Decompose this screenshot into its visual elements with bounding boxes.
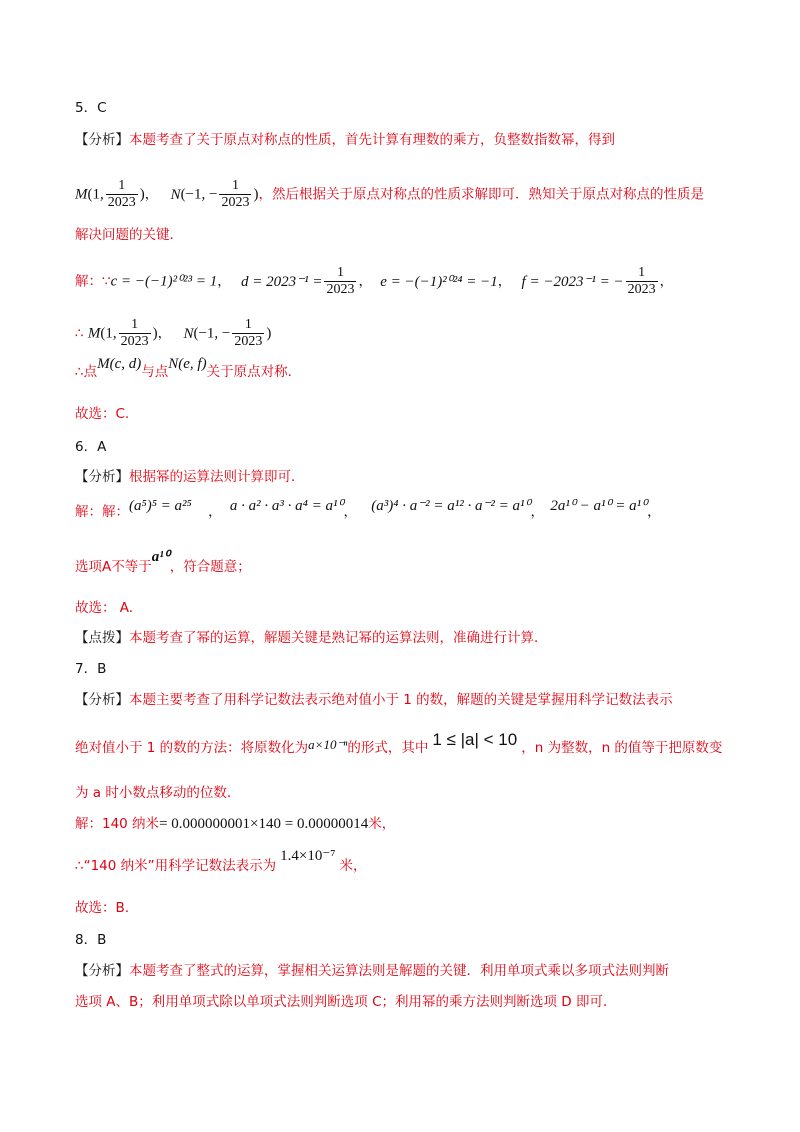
q7-answer: 7．B xyxy=(75,661,107,677)
point-m-open: M xyxy=(75,186,88,203)
q5-solution-line1: 解：∵c = −(−1)²⁰²³ = 1， d = 2023⁻¹ = $\frac{1}{2023}$ ， e = −(−1)²⁰²⁴ = −1， f = −2023⁻¹ = − $\frac{1}{2023}$ ， xyxy=(75,265,674,297)
q5-analysis-line2: M(1, $\frac{1}{2023}$ )， N(−1, − $\frac{1}{2023}$ )，然后根据关于原点对称点的性质求解即可．熟知关于原点对称点的性质是 xyxy=(75,178,704,210)
sci-form: a×10⁻ⁿ xyxy=(308,737,348,752)
q7-choose: 故选：B. xyxy=(75,900,130,916)
therefore-symbol: ∴ xyxy=(75,325,84,342)
fraction: $\frac{1}{2023}$ xyxy=(221,178,250,210)
q6-tip: 【点拨】本题考查了幂的运算，解题关键是熟记幂的运算法则，准确进行计算． xyxy=(75,630,548,646)
q6-answer: 6．A xyxy=(75,439,107,455)
analysis-text: 本题考查了关于原点对称点的性质，首先计算有理数的乘方，负整数指数幂，得到 xyxy=(129,132,615,148)
point-n-ef: N(e, f) xyxy=(168,356,207,372)
q8-analysis-line1: 【分析】本题考查了整式的运算，掌握相关运算法则是解题的关键．利用单项式乘以多项式法则判断 xyxy=(75,963,669,979)
calc-expression: = 0.000000001×140 = 0.00000014 xyxy=(159,816,369,832)
q6-choose: 故选： A. xyxy=(75,600,134,616)
solution-label: 解：解： xyxy=(75,504,129,520)
analysis-text: ，然后根据关于原点对称点的性质求解即可．熟知关于原点对称点的性质是 xyxy=(258,186,704,203)
f-expression: f = −2023⁻¹ = − xyxy=(521,273,624,290)
fraction: $\frac{1}{2023}$ xyxy=(107,178,136,210)
q5-analysis-line1 xyxy=(75,130,615,150)
expr-4: 2a¹⁰ − a¹⁰ = a¹⁰ xyxy=(550,498,648,514)
d-expression: d = 2023⁻¹ = xyxy=(241,273,323,290)
e-expression: e = −(−1)²⁰²⁴ = −1 xyxy=(380,273,498,290)
q5-answer: 5．C xyxy=(75,100,107,116)
expr-3: (a³)⁴ · a⁻² = a¹² · a⁻² = a¹⁰ xyxy=(371,498,531,514)
q5-analysis-line3: 解决问题的关键． xyxy=(75,227,183,243)
q6-analysis: 【分析】根据幂的运算法则计算即可． xyxy=(75,469,305,485)
q6-solution: 解：解：(a⁵)⁵ = a²⁵ ， a · a² · a³ · a⁴ = a¹⁰， (a³)⁴ · a⁻² = a¹² · a⁻² = a¹⁰， 2a¹⁰ − a¹⁰ = a¹⁰， xyxy=(75,498,661,520)
analysis-tag: 【分析】 xyxy=(75,132,129,148)
q7-analysis-line1: 【分析】本题主要考查了用科学记数法表示绝对值小于 1 的数，解题的关键是掌握用科学记数法表示 xyxy=(75,692,673,708)
q6-option: 选项A不等于a¹⁰，符合题意； xyxy=(75,549,251,575)
q8-analysis-line2: 选项 A、B；利用单项式除以单项式法则判断选项 C；利用幂的乘方法则判断选项 D 即可． xyxy=(75,994,617,1010)
c-expression: c = −(−1)²⁰²³ = 1 xyxy=(110,273,218,290)
q7-solution-line2: ∴“140 纳米”用科学记数法表示为1.4×10⁻⁷米， xyxy=(75,848,367,874)
q8-answer: 8．B xyxy=(75,932,107,948)
point-m-cd: M(c, d) xyxy=(97,356,142,372)
q5-solution-line3: ∴点M(c, d)与点N(e, f)关于原点对称． xyxy=(75,356,302,380)
solution-label: 解：∵ xyxy=(75,273,111,290)
q7-analysis-line2: 绝对值小于 1 的数的方法：将原数化为a×10⁻ⁿ的形式，其中 1 ≤ |a| < 10 ，n 为整数，n 的值等于把原数变 xyxy=(75,730,723,756)
condition: 1 ≤ |a| < 10 xyxy=(432,730,518,749)
expr-2: a · a² · a³ · a⁴ = a¹⁰ xyxy=(229,498,344,514)
q5-choose: 故选：C. xyxy=(75,406,130,422)
q5-solution-line2: ∴ M(1, $\frac{1}{2023}$ )， N(−1, − $\frac{1}{2023}$ ) xyxy=(75,317,272,349)
expr-1: (a⁵)⁵ = a²⁵ xyxy=(129,498,192,514)
sci-result: 1.4×10⁻⁷ xyxy=(280,848,336,864)
q7-analysis-line3: 为 a 时小数点移动的位数． xyxy=(75,785,241,801)
q7-solution-line1: 解：140 纳米= 0.000000001×140 = 0.00000014米， xyxy=(75,816,396,832)
a10-term: a¹⁰ xyxy=(151,549,170,565)
